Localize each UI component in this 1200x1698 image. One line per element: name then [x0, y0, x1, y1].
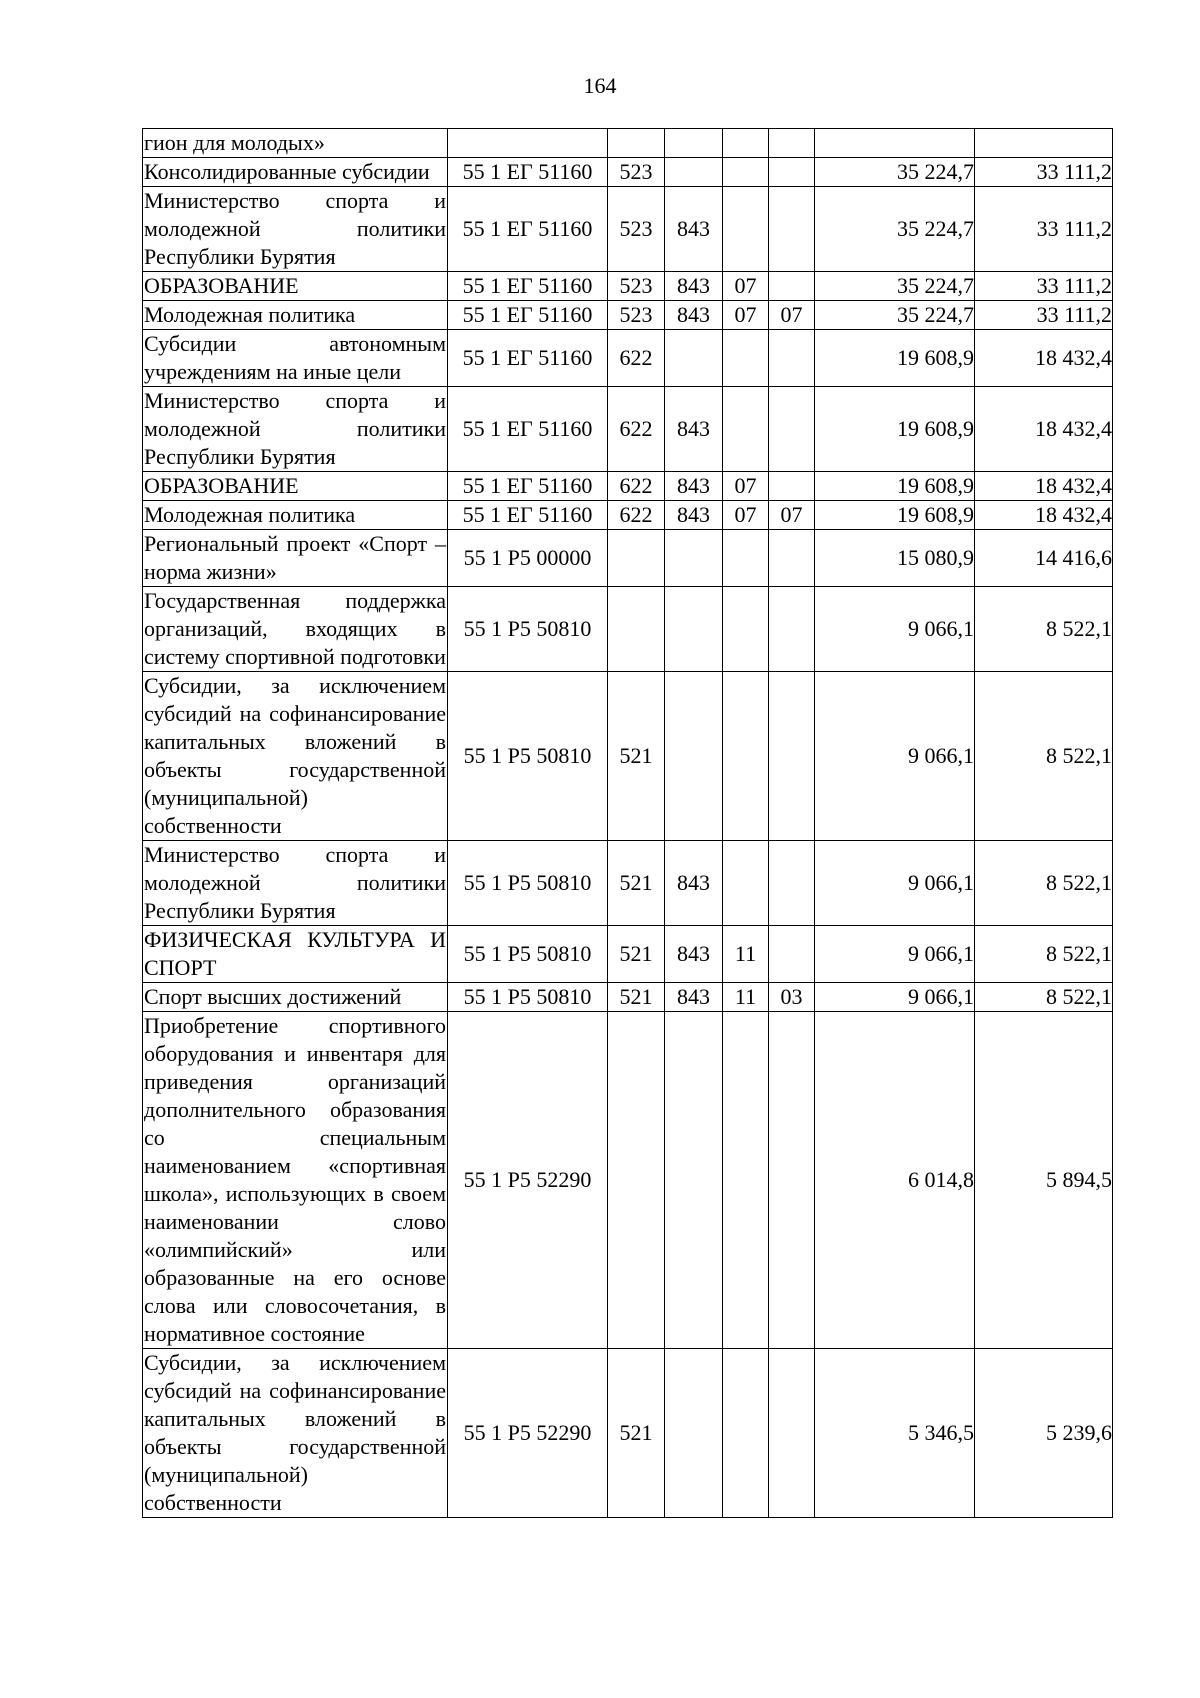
section-cell: 11	[723, 983, 769, 1012]
target-code-cell: 55 1 Р5 50810	[448, 926, 608, 983]
expense-type-cell: 521	[608, 841, 665, 926]
subsection-cell	[769, 187, 815, 272]
target-code-cell: 55 1 ЕГ 51160	[448, 472, 608, 501]
target-code-cell: 55 1 ЕГ 51160	[448, 272, 608, 301]
ministry-code-cell	[665, 530, 723, 587]
amount-first-cell	[815, 129, 975, 158]
section-cell: 07	[723, 501, 769, 530]
target-code-cell: 55 1 Р5 00000	[448, 530, 608, 587]
ministry-code-cell	[665, 129, 723, 158]
table-row	[143, 301, 1113, 330]
amount-first-cell: 35 224,7	[815, 272, 975, 301]
target-code-cell: 55 1 Р5 50810	[448, 841, 608, 926]
section-cell	[723, 1349, 769, 1518]
row-name-cell: Молодежная политика	[143, 501, 448, 530]
table-row	[143, 587, 1113, 672]
table-row	[143, 187, 1113, 272]
subsection-cell	[769, 530, 815, 587]
subsection-cell	[769, 841, 815, 926]
subsection-cell	[769, 330, 815, 387]
row-name-cell: Молодежная политика	[143, 301, 448, 330]
target-code-cell	[448, 129, 608, 158]
table-row	[143, 129, 1113, 158]
amount-second-cell: 18 432,4	[975, 501, 1113, 530]
table-row	[143, 158, 1113, 187]
expense-type-cell: 523	[608, 301, 665, 330]
table-row	[143, 530, 1113, 587]
amount-second-cell: 18 432,4	[975, 472, 1113, 501]
section-cell	[723, 330, 769, 387]
expense-type-cell: 521	[608, 983, 665, 1012]
ministry-code-cell: 843	[665, 301, 723, 330]
ministry-code-cell: 843	[665, 472, 723, 501]
amount-first-cell: 19 608,9	[815, 330, 975, 387]
target-code-cell: 55 1 ЕГ 51160	[448, 387, 608, 472]
expense-type-cell	[608, 129, 665, 158]
amount-second-cell: 8 522,1	[975, 672, 1113, 841]
target-code-cell: 55 1 Р5 50810	[448, 587, 608, 672]
ministry-code-cell	[665, 1012, 723, 1349]
section-cell	[723, 129, 769, 158]
section-cell	[723, 387, 769, 472]
subsection-cell: 03	[769, 983, 815, 1012]
expense-type-cell: 622	[608, 330, 665, 387]
section-cell: 07	[723, 301, 769, 330]
row-name-cell: Субсидии автономным учреждениям на иные цели	[143, 330, 448, 387]
section-cell	[723, 158, 769, 187]
ministry-code-cell	[665, 330, 723, 387]
subsection-cell: 07	[769, 501, 815, 530]
ministry-code-cell	[665, 1349, 723, 1518]
amount-second-cell: 14 416,6	[975, 530, 1113, 587]
row-name-cell: ОБРАЗОВАНИЕ	[143, 472, 448, 501]
row-name-cell: Региональный проект «Спорт – норма жизни»	[143, 530, 448, 587]
ministry-code-cell	[665, 158, 723, 187]
amount-second-cell: 8 522,1	[975, 841, 1113, 926]
row-name-cell: Субсидии, за исключением субсидий на софинансирование капитальных вложений в объекты государственной (муниципальной) собственности	[143, 672, 448, 841]
expense-type-cell: 622	[608, 387, 665, 472]
row-name-cell: Приобретение спортивного оборудования и инвентаря для приведения организаций дополнительного образования со специальным наименованием «спортивная школа», использующих в своем наименовании слово «олимпийский» или образованные на его основе слова или словосочетания, в нормативное состояние	[143, 1012, 448, 1349]
expense-type-cell: 521	[608, 926, 665, 983]
expense-type-cell: 523	[608, 187, 665, 272]
row-name-cell: Государственная поддержка организаций, входящих в систему спортивной подготовки	[143, 587, 448, 672]
expense-type-cell	[608, 587, 665, 672]
table-row	[143, 472, 1113, 501]
table-row	[143, 672, 1113, 841]
amount-second-cell: 33 111,2	[975, 272, 1113, 301]
section-cell	[723, 187, 769, 272]
amount-second-cell: 18 432,4	[975, 330, 1113, 387]
expense-type-cell: 521	[608, 672, 665, 841]
table-row	[143, 1349, 1113, 1518]
amount-first-cell: 9 066,1	[815, 926, 975, 983]
amount-first-cell: 6 014,8	[815, 1012, 975, 1349]
budget-table	[142, 128, 1113, 1518]
row-name-cell: Субсидии, за исключением субсидий на софинансирование капитальных вложений в объекты государственной (муниципальной) собственности	[143, 1349, 448, 1518]
subsection-cell	[769, 472, 815, 501]
amount-second-cell: 8 522,1	[975, 587, 1113, 672]
target-code-cell: 55 1 ЕГ 51160	[448, 501, 608, 530]
amount-second-cell	[975, 129, 1113, 158]
subsection-cell	[769, 158, 815, 187]
amount-second-cell: 18 432,4	[975, 387, 1113, 472]
ministry-code-cell: 843	[665, 501, 723, 530]
ministry-code-cell: 843	[665, 983, 723, 1012]
expense-type-cell	[608, 530, 665, 587]
section-cell: 11	[723, 926, 769, 983]
amount-first-cell: 15 080,9	[815, 530, 975, 587]
target-code-cell: 55 1 ЕГ 51160	[448, 330, 608, 387]
row-name-cell: Министерство спорта и молодежной политики Республики Бурятия	[143, 841, 448, 926]
table-row	[143, 841, 1113, 926]
row-name-cell: гион для молодых»	[143, 129, 448, 158]
table-row	[143, 330, 1113, 387]
target-code-cell: 55 1 ЕГ 51160	[448, 187, 608, 272]
amount-first-cell: 35 224,7	[815, 187, 975, 272]
amount-second-cell: 8 522,1	[975, 983, 1113, 1012]
amount-first-cell: 19 608,9	[815, 387, 975, 472]
row-name-cell: ОБРАЗОВАНИЕ	[143, 272, 448, 301]
row-name-cell: Спорт высших достижений	[143, 983, 448, 1012]
amount-second-cell: 5 894,5	[975, 1012, 1113, 1349]
ministry-code-cell: 843	[665, 187, 723, 272]
table-row	[143, 926, 1113, 983]
subsection-cell	[769, 1012, 815, 1349]
ministry-code-cell: 843	[665, 841, 723, 926]
subsection-cell	[769, 387, 815, 472]
amount-first-cell: 9 066,1	[815, 587, 975, 672]
subsection-cell	[769, 129, 815, 158]
amount-first-cell: 35 224,7	[815, 158, 975, 187]
expense-type-cell: 523	[608, 272, 665, 301]
ministry-code-cell: 843	[665, 926, 723, 983]
subsection-cell	[769, 272, 815, 301]
expense-type-cell: 523	[608, 158, 665, 187]
amount-first-cell: 5 346,5	[815, 1349, 975, 1518]
amount-first-cell: 19 608,9	[815, 501, 975, 530]
table-row	[143, 272, 1113, 301]
table-body	[143, 129, 1113, 1518]
ministry-code-cell	[665, 587, 723, 672]
section-cell: 07	[723, 472, 769, 501]
table-row	[143, 387, 1113, 472]
page-number: 164	[583, 73, 617, 98]
target-code-cell: 55 1 ЕГ 51160	[448, 158, 608, 187]
section-cell	[723, 672, 769, 841]
section-cell	[723, 1012, 769, 1349]
amount-first-cell: 19 608,9	[815, 472, 975, 501]
table-row	[143, 1012, 1113, 1349]
subsection-cell: 07	[769, 301, 815, 330]
ministry-code-cell: 843	[665, 272, 723, 301]
amount-first-cell: 9 066,1	[815, 983, 975, 1012]
row-name-cell: ФИЗИЧЕСКАЯ КУЛЬТУРА И СПОРТ	[143, 926, 448, 983]
amount-second-cell: 33 111,2	[975, 158, 1113, 187]
ministry-code-cell: 843	[665, 387, 723, 472]
subsection-cell	[769, 1349, 815, 1518]
target-code-cell: 55 1 ЕГ 51160	[448, 301, 608, 330]
target-code-cell: 55 1 Р5 52290	[448, 1349, 608, 1518]
table-row	[143, 983, 1113, 1012]
ministry-code-cell	[665, 672, 723, 841]
subsection-cell	[769, 587, 815, 672]
amount-second-cell: 33 111,2	[975, 187, 1113, 272]
expense-type-cell: 521	[608, 1349, 665, 1518]
amount-second-cell: 8 522,1	[975, 926, 1113, 983]
subsection-cell	[769, 672, 815, 841]
amount-second-cell: 5 239,6	[975, 1349, 1113, 1518]
amount-second-cell: 33 111,2	[975, 301, 1113, 330]
target-code-cell: 55 1 Р5 52290	[448, 1012, 608, 1349]
row-name-cell: Министерство спорта и молодежной политики Республики Бурятия	[143, 187, 448, 272]
section-cell	[723, 841, 769, 926]
expense-type-cell	[608, 1012, 665, 1349]
section-cell	[723, 530, 769, 587]
expense-type-cell: 622	[608, 472, 665, 501]
target-code-cell: 55 1 Р5 50810	[448, 983, 608, 1012]
row-name-cell: Министерство спорта и молодежной политики Республики Бурятия	[143, 387, 448, 472]
amount-first-cell: 9 066,1	[815, 672, 975, 841]
table-row	[143, 501, 1113, 530]
amount-first-cell: 9 066,1	[815, 841, 975, 926]
expense-type-cell: 622	[608, 501, 665, 530]
section-cell	[723, 587, 769, 672]
amount-first-cell: 35 224,7	[815, 301, 975, 330]
row-name-cell: Консолидированные субсидии	[143, 158, 448, 187]
section-cell: 07	[723, 272, 769, 301]
target-code-cell: 55 1 Р5 50810	[448, 672, 608, 841]
subsection-cell	[769, 926, 815, 983]
